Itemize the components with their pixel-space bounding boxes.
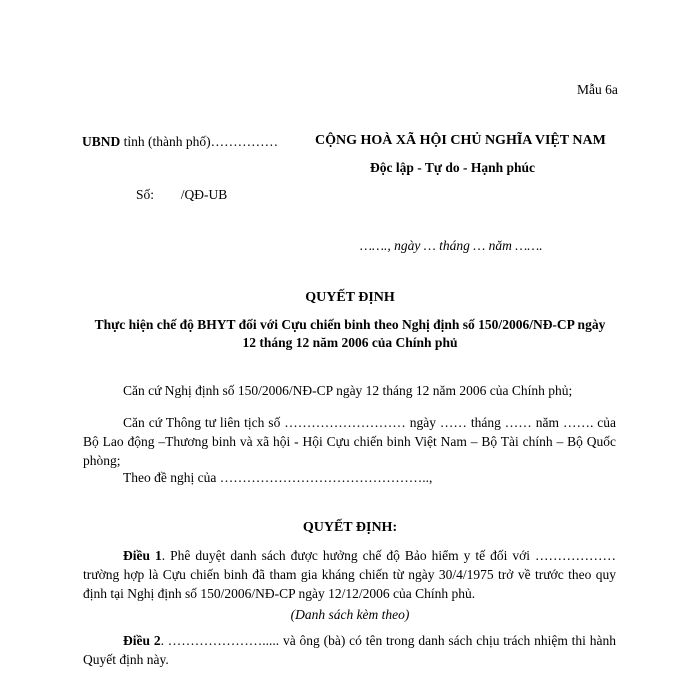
number-label: Số: (136, 187, 155, 202)
article-1 (83, 546, 616, 603)
issuer-province: tỉnh (thành phố)…………… (120, 134, 279, 149)
basis-circular: Căn cứ Thông tư liên tịch số ……………………… ngày …… tháng …… năm ……. của Bộ Lao động –Thương binh và xã hội - Hội Cựu chiến binh Việt Nam – Bộ Tài chính – Bộ Quốc phòng; (83, 415, 616, 468)
basis-proposal: Theo đề nghị của ……………………………………….., (123, 470, 433, 485)
document-subtitle-line1: Thực hiện chế độ BHYT đối với Cựu chiến binh theo Nghị định số 150/2006/NĐ-CP ngày (94, 317, 606, 332)
nation-name: CỘNG HOÀ XÃ HỘI CHỦ NGHĨA VIỆT NAM (315, 133, 606, 148)
issuer-abbrev: UBND (82, 134, 121, 149)
number-suffix: /QĐ-UB (180, 187, 228, 202)
document-number (136, 187, 227, 203)
national-motto: Độc lập - Tự do - Hạnh phúc (370, 160, 536, 175)
decision-heading: QUYẾT ĐỊNH: (302, 520, 398, 535)
issuer-line (82, 134, 278, 150)
place-date: ……., ngày … tháng … năm ……. (360, 238, 543, 253)
article-2-label: Điều 2 (123, 633, 161, 648)
document-subtitle-line2: 12 tháng 12 năm 2006 của Chính phủ (242, 335, 458, 350)
article-1-label: Điều 1 (123, 548, 162, 563)
basis-decree: Căn cứ Nghị định số 150/2006/NĐ-CP ngày 12 tháng 12 năm 2006 của Chính phủ; (123, 383, 573, 398)
attachment-note: (Danh sách kèm theo) (290, 607, 410, 622)
form-code: Mẫu 6a (577, 82, 618, 97)
article-2 (83, 631, 616, 669)
document-title: QUYẾT ĐỊNH (305, 290, 395, 305)
article-2-text: . …………………..... và ông (bà) có tên trong danh sách chịu trách nhiệm thi hành Quyết định này. (83, 633, 616, 667)
article-1-text: . Phê duyệt danh sách được hưởng chế độ Bảo hiểm y tế đối với ……………… trường hợp là Cựu chiến binh đã tham gia kháng chiến từ ngày 30/4/1975 trở về trước theo quy định tại Nghị định số 150/2006/NĐ-CP ngày 12/12/2006 của Chính phủ. (83, 548, 617, 601)
